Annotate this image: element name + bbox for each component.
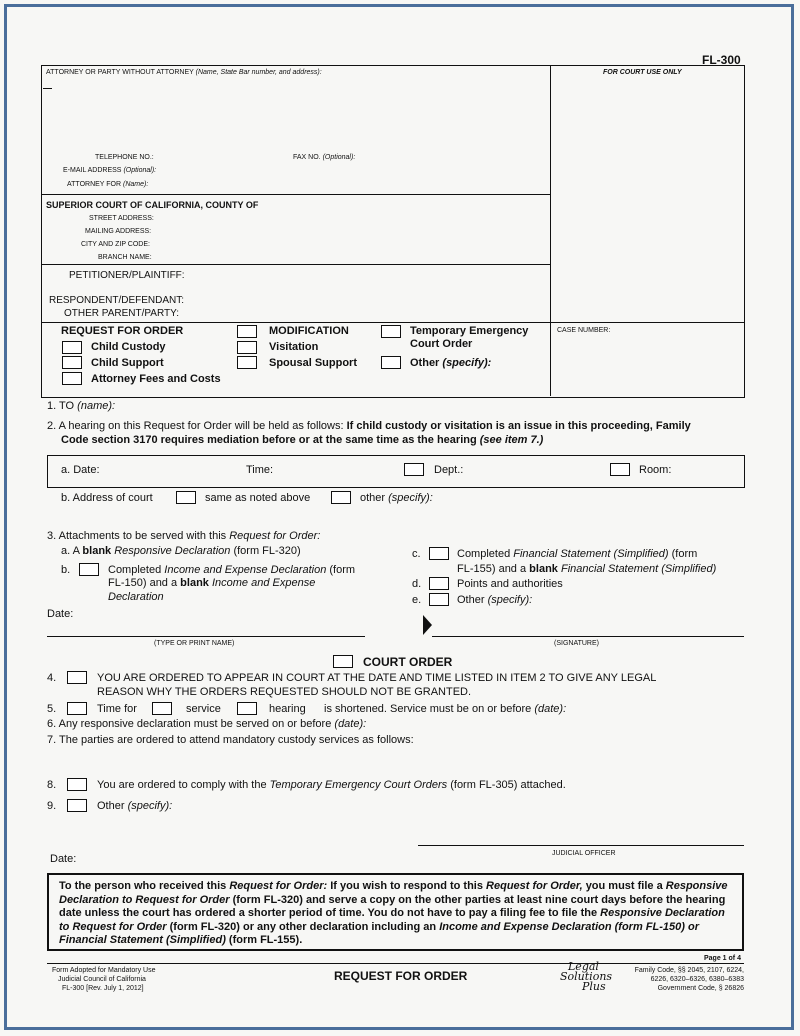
item3-e-checkbox[interactable] [429, 593, 449, 606]
logo-line-2: Solutions [560, 970, 613, 983]
adopted-line1: Form Adopted for Mandatory Use [52, 967, 156, 974]
child-custody-checkbox[interactable] [62, 341, 82, 354]
hearing-date-label: a. Date: [61, 464, 100, 476]
signature-arrow-icon [423, 615, 432, 635]
temp-emergency-checkbox[interactable] [381, 325, 401, 338]
divider [41, 264, 551, 265]
item3-c-line1: Completed Financial Statement (Simplified) (form [457, 548, 698, 560]
item5-time-for: Time for [97, 703, 137, 715]
modification-checkbox[interactable] [237, 325, 257, 338]
item5-num: 5. [47, 703, 57, 715]
signature-caption: (SIGNATURE) [554, 640, 599, 647]
address-of-court-label: b. Address of court [61, 492, 153, 504]
attorney-field-mark [43, 88, 52, 89]
fax-label: FAX NO. (Optional): [293, 154, 356, 161]
item8-num: 8. [47, 779, 57, 791]
email-label: E-MAIL ADDRESS (Optional): [63, 167, 157, 174]
print-name-caption: (TYPE OR PRINT NAME) [154, 640, 235, 647]
branch-name-label: BRANCH NAME: [98, 254, 152, 261]
divider [41, 322, 744, 323]
room-checkbox[interactable] [610, 463, 630, 476]
visitation-label: Visitation [269, 341, 319, 353]
attorney-fees-checkbox[interactable] [62, 372, 82, 385]
judicial-officer-caption: JUDICIAL OFFICER [552, 850, 616, 857]
telephone-label: TELEPHONE NO.: [95, 154, 154, 161]
code-line1: Family Code, §§ 2045, 2107, 6224, [634, 967, 744, 974]
item3-b-line2: FL-150) and a blank Income and Expense [108, 577, 316, 589]
item4-line2: REASON WHY THE ORDERS REQUESTED SHOULD NOT BE GRANTED. [97, 686, 472, 698]
court-use-divider [550, 65, 551, 396]
item3-b-line1: Completed Income and Expense Declaration (form [108, 564, 356, 576]
signature-line [432, 636, 744, 637]
item3-d-letter: d. [412, 578, 422, 590]
footer-title: REQUEST FOR ORDER [334, 969, 468, 983]
notice-box: To the person who received this Request for Order: If you wish to respond to this Request for Order, you must file a Responsive Declaration to Request for Order (form FL-320) and serve a copy on the other parties at least nine court days before the hearing date unless the court has ordered a shorter period of time. You do not have to pay a filing fee to file the Responsive Declaration to Request for Order (form FL-320) or any other declaration including an Income and Expense Declaration (form FL-150) or Financial Statement (Simplified) (form FL-155). [47, 873, 744, 951]
item5-rest: is shortened. Service must be on or before (date): [324, 703, 567, 715]
item5-service-checkbox[interactable] [152, 702, 172, 715]
item9-text: Other (specify): [97, 800, 173, 812]
spousal-support-label: Spousal Support [269, 357, 357, 369]
request-for-order-title: REQUEST FOR ORDER [61, 325, 184, 337]
court-use-label: FOR COURT USE ONLY [603, 69, 682, 76]
other-request-label: Other (specify): [410, 357, 492, 369]
logo-line-3: Plus [582, 980, 606, 993]
court-order-checkbox[interactable] [333, 655, 353, 668]
item3-b-line3: Declaration [108, 591, 164, 603]
item8-text: You are ordered to comply with the Temporary Emergency Court Orders (form FL-305) attached. [97, 779, 566, 791]
item6: 6. Any responsive declaration must be served on or before (date): [47, 718, 367, 730]
visitation-checkbox[interactable] [237, 341, 257, 354]
dept-checkbox[interactable] [404, 463, 424, 476]
attorney-label: ATTORNEY OR PARTY WITHOUT ATTORNEY (Name, State Bar number, and address): [46, 69, 322, 76]
item2-line2: Code section 3170 requires mediation before or at the same time as the hearing (see item 7.) [61, 434, 544, 446]
respondent-label: RESPONDENT/DEFENDANT: [49, 295, 185, 306]
judicial-officer-line [418, 845, 744, 846]
item3-c-line2: FL-155) and a blank Financial Statement (Simplified) [457, 563, 717, 575]
room-label: Room: [639, 464, 672, 476]
item8-checkbox[interactable] [67, 778, 87, 791]
item4-num: 4. [47, 672, 57, 684]
item3-d-label: Points and authorities [457, 578, 563, 590]
item2-line1: 2. A hearing on this Request for Order will be held as follows: If child custody or visitation is an issue in this proceeding, Family [47, 420, 691, 432]
item7: 7. The parties are ordered to attend mandatory custody services as follows: [47, 734, 414, 746]
item5-checkbox[interactable] [67, 702, 87, 715]
item4-line1: YOU ARE ORDERED TO APPEAR IN COURT AT THE DATE AND TIME LISTED IN ITEM 2 TO GIVE ANY LEGAL [97, 672, 657, 684]
divider [41, 194, 551, 195]
court-order-title: COURT ORDER [363, 655, 453, 669]
item5-hearing-checkbox[interactable] [237, 702, 257, 715]
signature-date-label: Date: [47, 608, 74, 620]
code-line3: Government Code, § 26826 [657, 985, 744, 992]
same-as-checkbox[interactable] [176, 491, 196, 504]
court-title: SUPERIOR COURT OF CALIFORNIA, COUNTY OF [46, 200, 259, 210]
court-order-date-label: Date: [50, 853, 77, 865]
item3-a: a. A blank Responsive Declaration (form FL-320) [61, 545, 301, 557]
mailing-address-label: MAILING ADDRESS: [85, 228, 152, 235]
item5-hearing: hearing [269, 703, 306, 715]
temp-emergency-label-2: Court Order [410, 338, 473, 350]
code-line2: 6226, 6320–6326, 6380–6383 [650, 976, 744, 983]
item3-b-letter: b. [61, 564, 71, 576]
petitioner-label: PETITIONER/PLAINTIFF: [69, 270, 185, 281]
modification-label: MODIFICATION [269, 325, 349, 337]
item3-intro: 3. Attachments to be served with this Request for Order: [47, 530, 321, 542]
item4-checkbox[interactable] [67, 671, 87, 684]
address-other-checkbox[interactable] [331, 491, 351, 504]
temp-emergency-label-1: Temporary Emergency [410, 325, 529, 337]
other-parent-label: OTHER PARENT/PARTY: [64, 308, 180, 319]
attorney-fees-label: Attorney Fees and Costs [91, 373, 221, 385]
spousal-support-checkbox[interactable] [237, 356, 257, 369]
logo-line-1: Legal [568, 960, 599, 973]
hearing-time-label: Time: [246, 464, 274, 476]
item3-d-checkbox[interactable] [429, 577, 449, 590]
same-as-label: same as noted above [205, 492, 311, 504]
item1-to: 1. TO (name): [47, 400, 116, 412]
dept-label: Dept.: [434, 464, 464, 476]
legal-solutions-logo [560, 962, 612, 992]
form-id: FL-300 [702, 53, 741, 67]
item3-c-letter: c. [412, 548, 421, 560]
attorney-for-label: ATTORNEY FOR (Name): [67, 181, 149, 188]
city-zip-label: CITY AND ZIP CODE: [81, 241, 150, 248]
item3-c-checkbox[interactable] [429, 547, 449, 560]
case-number-label: CASE NUMBER: [557, 327, 611, 334]
child-support-label: Child Support [91, 357, 164, 369]
child-custody-label: Child Custody [91, 341, 166, 353]
item3-e-letter: e. [412, 594, 422, 606]
footer-divider [47, 963, 744, 964]
address-other-label: other (specify): [360, 492, 433, 504]
print-name-line [47, 636, 365, 637]
adopted-line3: FL-300 [Rev. July 1, 2012] [62, 985, 144, 992]
street-address-label: STREET ADDRESS: [89, 215, 154, 222]
item9-checkbox[interactable] [67, 799, 87, 812]
item5-service: service [186, 703, 221, 715]
item3-b-checkbox[interactable] [79, 563, 99, 576]
page-number: Page 1 of 4 [704, 955, 741, 962]
adopted-line2: Judicial Council of California [58, 976, 146, 983]
other-request-checkbox[interactable] [381, 356, 401, 369]
item3-e-label: Other (specify): [457, 594, 533, 606]
item9-num: 9. [47, 800, 57, 812]
child-support-checkbox[interactable] [62, 356, 82, 369]
